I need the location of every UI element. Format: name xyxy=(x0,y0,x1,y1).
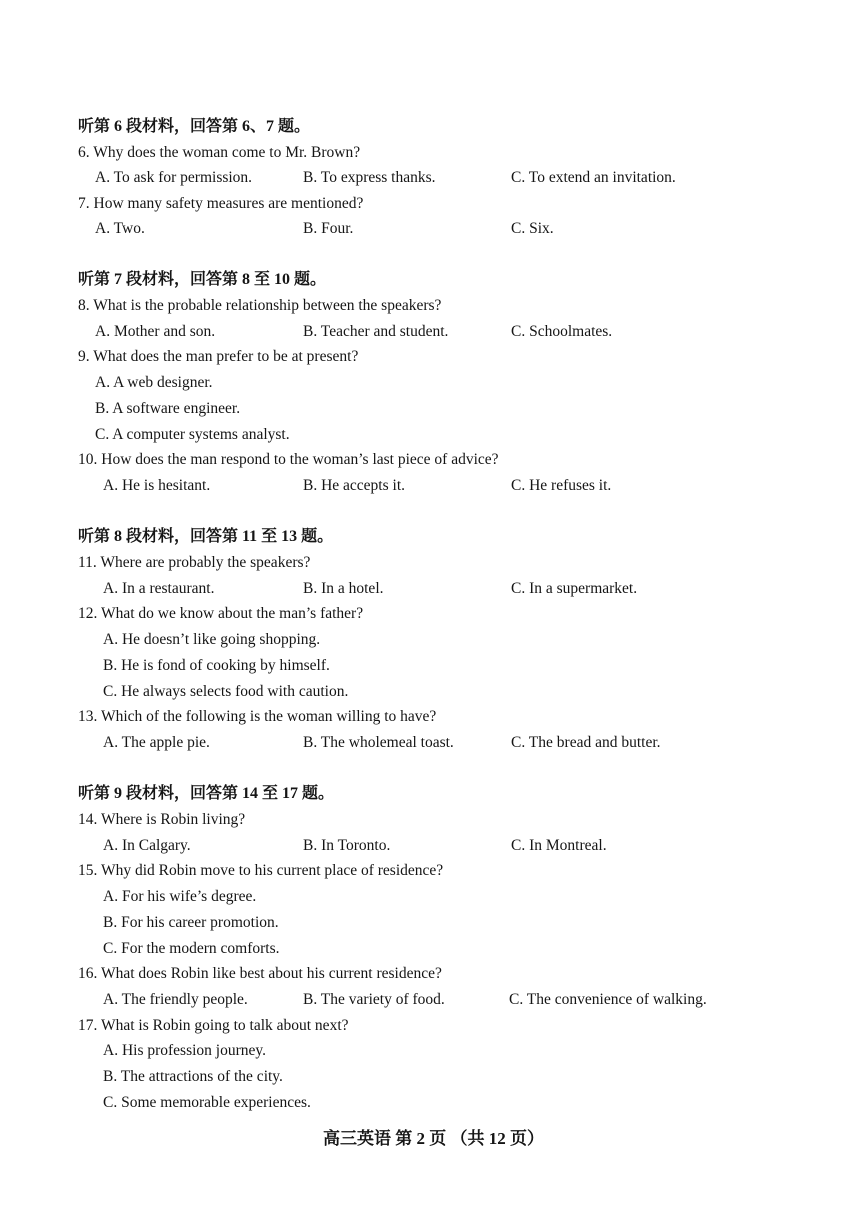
option-b: B. He is fond of cooking by himself. xyxy=(103,657,330,674)
question-stem: 10. How does the man respond to the woman’s last piece of advice? xyxy=(78,451,499,468)
option-a: A. Two. xyxy=(95,220,145,237)
option-b: B. He accepts it. xyxy=(303,477,406,494)
option-a: A. A web designer. xyxy=(95,374,213,391)
section-heading: 听第 9 段材料，回答第 14 至 17 题。 xyxy=(78,785,335,802)
question-stem: 17. What is Robin going to talk about next? xyxy=(78,1017,349,1034)
option-b: B. The wholemeal toast. xyxy=(303,734,454,751)
section-heading: 听第 6 段材料，回答第 6、7 题。 xyxy=(78,118,311,135)
option-c: C. He always selects food with caution. xyxy=(103,683,349,700)
option-b: B. For his career promotion. xyxy=(103,914,279,931)
option-c: C. In a supermarket. xyxy=(511,580,638,597)
option-b: B. In Toronto. xyxy=(303,837,391,854)
question-stem: 11. Where are probably the speakers? xyxy=(78,554,311,571)
option-c: C. Schoolmates. xyxy=(511,323,613,340)
question-stem: 7. How many safety measures are mentioned? xyxy=(78,195,364,212)
question-stem: 6. Why does the woman come to Mr. Brown? xyxy=(78,144,361,161)
option-b: B. Teacher and student. xyxy=(303,323,449,340)
question-stem: 12. What do we know about the man’s father? xyxy=(78,605,364,622)
question-stem: 15. Why did Robin move to his current place of residence? xyxy=(78,862,444,879)
option-b: B. The variety of food. xyxy=(303,991,445,1008)
option-b: B. To express thanks. xyxy=(303,169,436,186)
option-b: B. A software engineer. xyxy=(95,400,241,417)
option-c: C. Some memorable experiences. xyxy=(103,1094,311,1111)
question-stem: 16. What does Robin like best about his current residence? xyxy=(78,965,442,982)
option-c: C. To extend an invitation. xyxy=(511,169,676,186)
question-stem: 9. What does the man prefer to be at present? xyxy=(78,348,359,365)
option-c: C. A computer systems analyst. xyxy=(95,426,290,443)
option-a: A. He doesn’t like going shopping. xyxy=(103,631,321,648)
option-a: A. For his wife’s degree. xyxy=(103,888,257,905)
option-b: B. Four. xyxy=(303,220,354,237)
option-c: C. The convenience of walking. xyxy=(509,991,707,1008)
option-c: C. For the modern comforts. xyxy=(103,940,280,957)
option-a: A. The apple pie. xyxy=(103,734,210,751)
option-a: A. The friendly people. xyxy=(103,991,248,1008)
option-b: B. In a hotel. xyxy=(303,580,384,597)
option-b: B. The attractions of the city. xyxy=(103,1068,283,1085)
option-c: C. Six. xyxy=(511,220,554,237)
question-stem: 13. Which of the following is the woman willing to have? xyxy=(78,708,437,725)
option-a: A. His profession journey. xyxy=(103,1042,267,1059)
page-footer: 高三英语 第 2 页 （共 12 页） xyxy=(323,1129,544,1148)
section-heading: 听第 7 段材料，回答第 8 至 10 题。 xyxy=(78,271,327,288)
option-a: A. In a restaurant. xyxy=(103,580,215,597)
option-c: C. He refuses it. xyxy=(511,477,612,494)
option-a: A. In Calgary. xyxy=(103,837,191,854)
option-c: C. The bread and butter. xyxy=(511,734,661,751)
question-stem: 14. Where is Robin living? xyxy=(78,811,246,828)
option-a: A. Mother and son. xyxy=(95,323,216,340)
option-c: C. In Montreal. xyxy=(511,837,607,854)
question-stem: 8. What is the probable relationship between the speakers? xyxy=(78,297,442,314)
section-heading: 听第 8 段材料，回答第 11 至 13 题。 xyxy=(78,528,334,545)
option-a: A. To ask for permission. xyxy=(95,169,253,186)
option-a: A. He is hesitant. xyxy=(103,477,211,494)
